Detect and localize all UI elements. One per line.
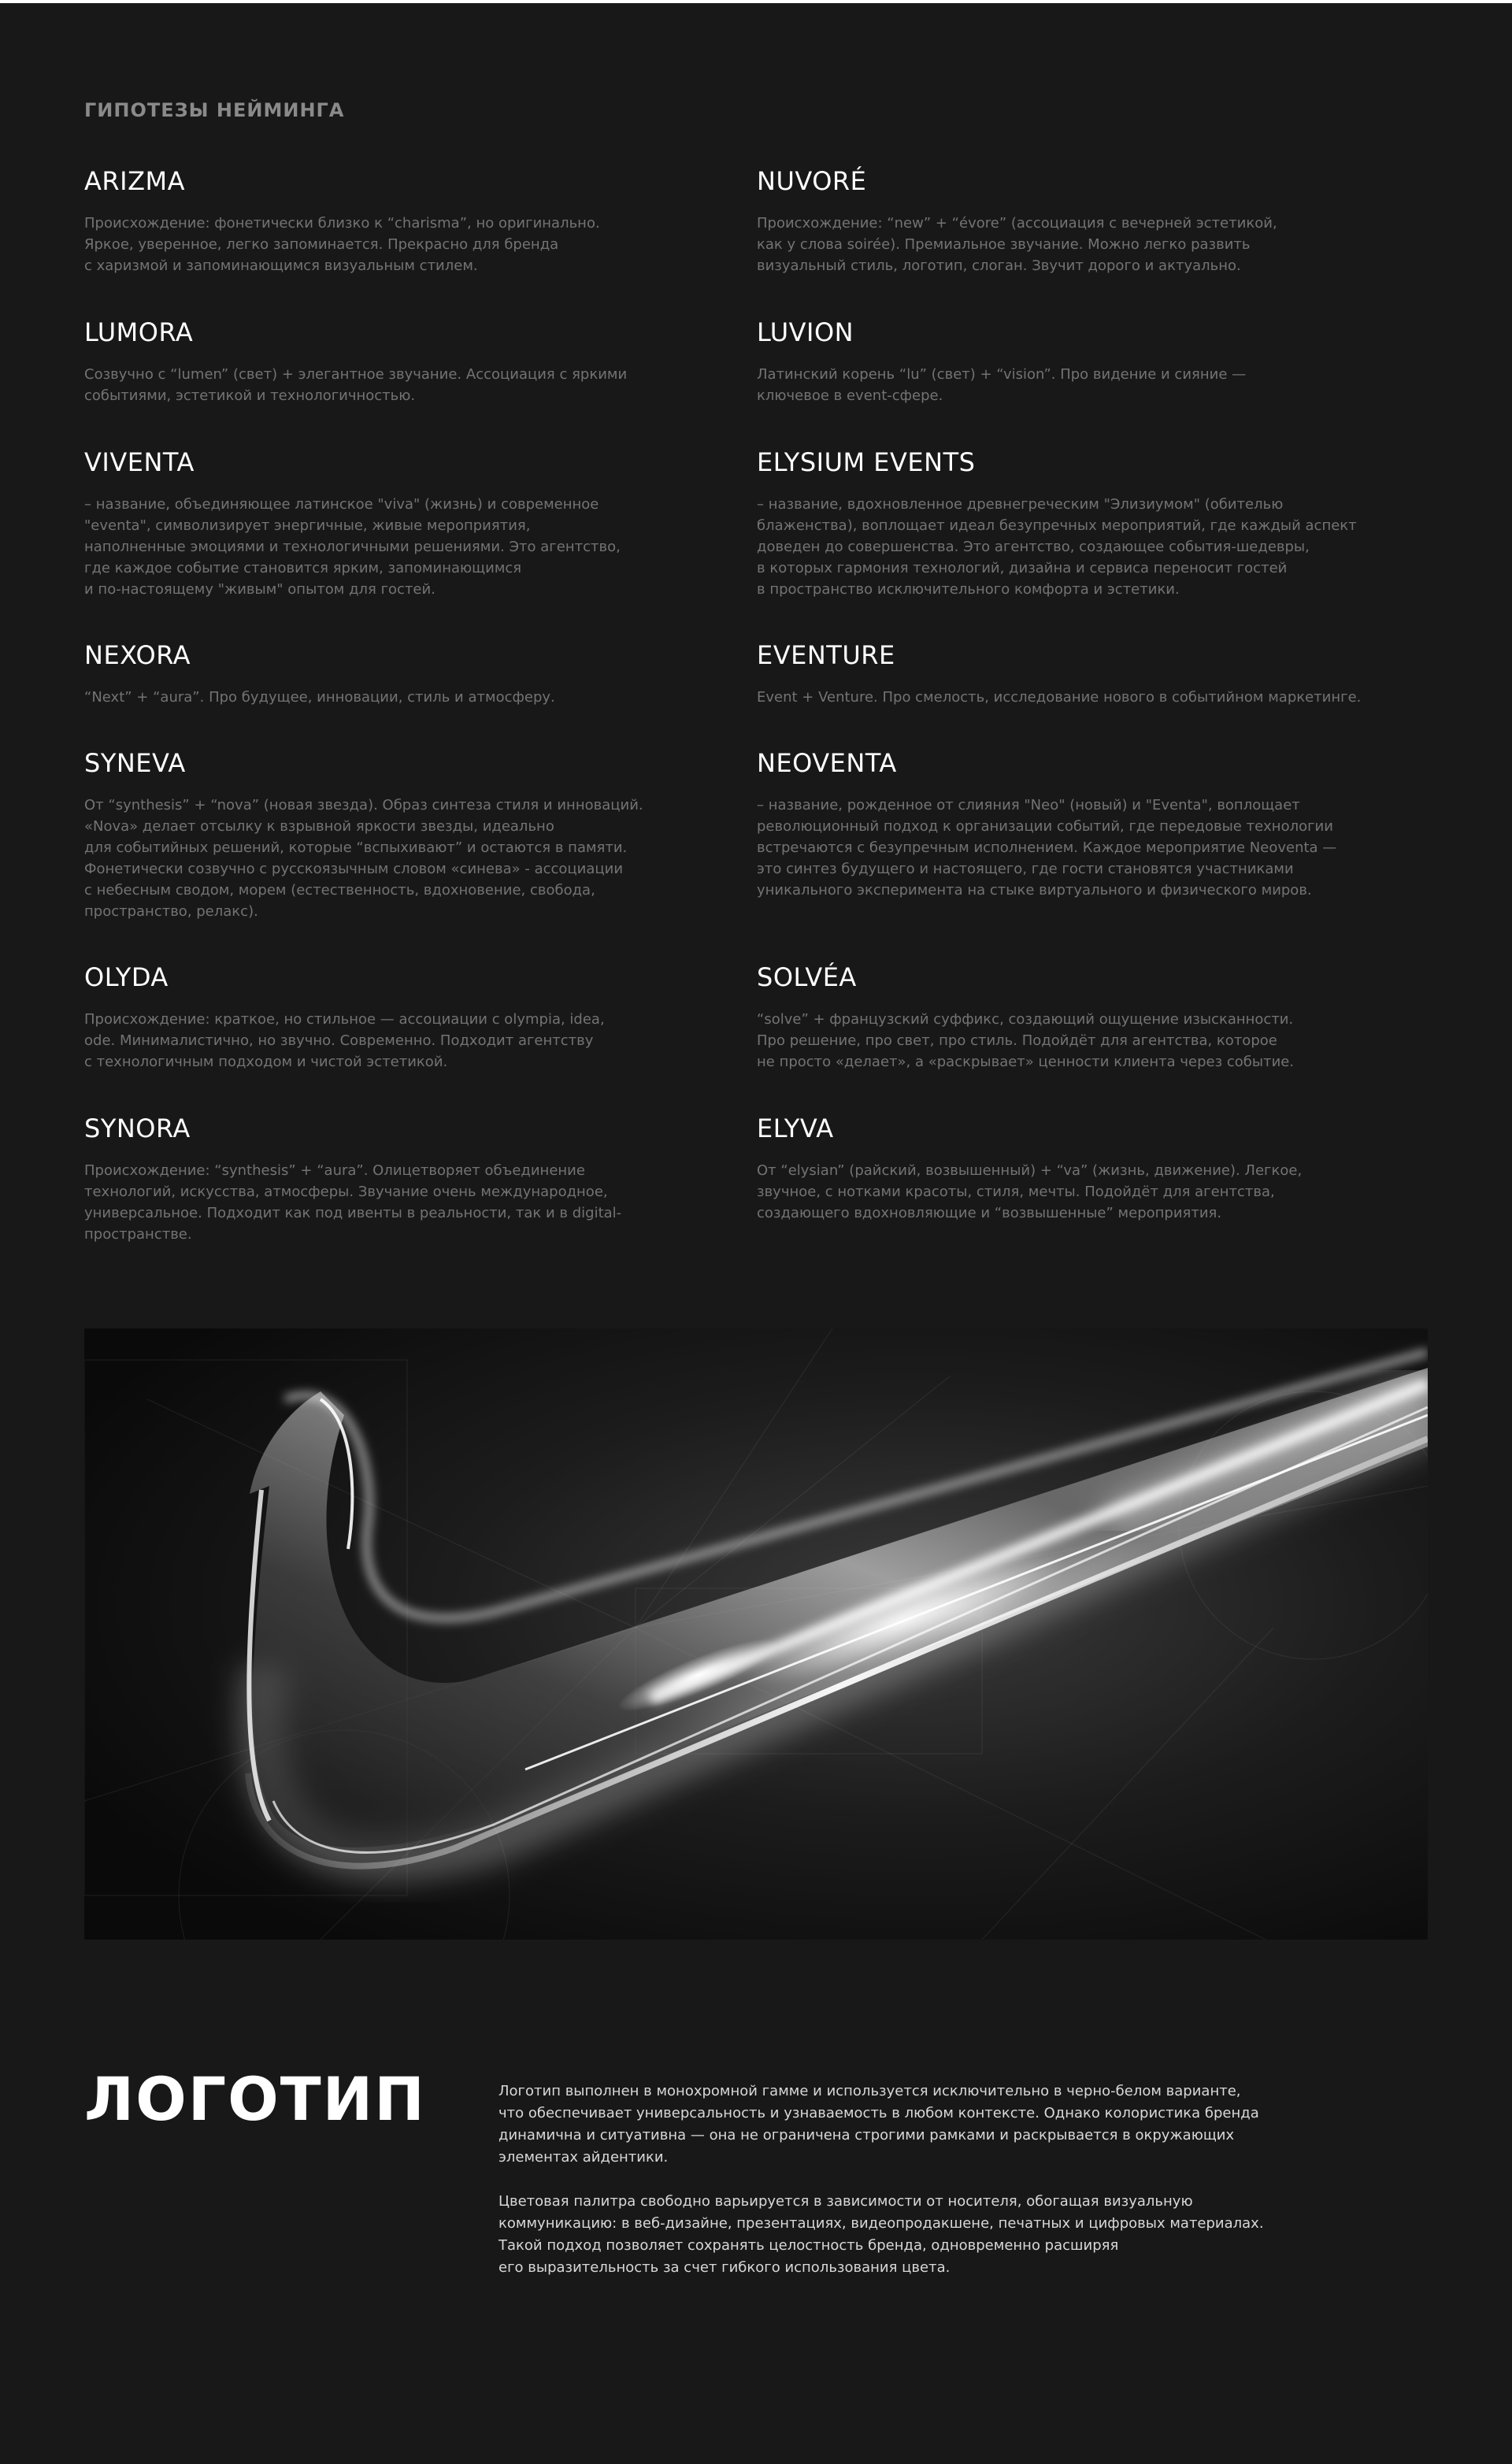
name-card-syneva [84,750,683,922]
name-title: LUMORA [84,317,194,347]
name-card-lumora [84,317,683,406]
name-title: VIVENTA [84,447,195,477]
section-title: ГИПОТЕЗЫ НЕЙМИНГА [84,99,345,121]
name-description: – название, вдохновленное древнегреческим "Элизиумом" (обителью блаженства), воплощает идеал безупречных мероприятий, где каждый аспект доведен до совершенства. Это агентство, создающее события-шедевры, в которых гармония технологий, дизайна и сервиса переносит гостей в пространство исключительного комфорта и эстетики. [757,496,1357,598]
name-title: ARIZMA [84,166,185,196]
name-title: NUVORÉ [757,166,867,196]
name-title: ELYSIUM EVENTS [757,447,976,477]
name-description: Созвучно с “lumen” (свет) + элегантное звучание. Ассоциация с яркими событиями, эстетикой и технологичностью. [84,366,628,404]
name-title: ELYVA [757,1113,834,1143]
name-title: SOLVÉA [757,962,857,992]
logo-description-paragraph-2: Цветовая палитра свободно варьируется в зависимости от носителя, обогащая визуальную коммуникацию: в веб-дизайне, презентациях, видеопродакшене, печатных и цифровых материалах. Такой подход позволяет сохранять целостность бренда, одновременно расширяя его выразительность за счет гибкого использования цвета. [498,2193,1264,2276]
name-title: EVENTURE [757,640,895,670]
name-card-nexora [84,640,683,708]
name-card-elyva [757,1113,1403,1224]
name-title: NEOVENTA [757,748,897,778]
name-card-nuvore [757,166,1403,276]
name-description: Латинский корень “lu” (свет) + “vision”. Про видение и сияние — ключевое в event-сфере. [757,366,1247,404]
name-card-luvion [757,317,1403,406]
name-card-eventure [757,640,1403,708]
name-description: “solve” + французский суффикс, создающий ощущение изысканности. Про решение, про свет, про стиль. Подойдёт для агентства, которое не просто «делает», а «раскрывает» ценности клиента через событие. [757,1011,1295,1070]
name-title: LUVION [757,317,854,347]
name-description: Происхождение: “synthesis” + “aura”. Олицетворяет объединение технологий, искусства, атмосферы. Звучание очень международное, универсальное. Подходит как под ивенты в реальности, так и в digital- пространстве. [84,1162,622,1243]
hero-glass-checkmark-image [84,1328,1428,1940]
name-card-viventa [84,447,683,600]
name-description: – название, рожденное от слияния "Neo" (новый) и "Eventa", воплощает революционный подход к организации событий, где передовые технологии встречаются с безупречным исполнением. Каждое мероприятие Neoventa — это синтез будущего и настоящего, где гости становятся участниками уникального эксперимента на стыке виртуального и физического миров. [757,797,1337,899]
name-card-arizma [84,166,683,276]
name-card-olyda [84,962,683,1073]
logo-section-heading: ЛОГОТИП [84,2064,426,2134]
name-title: NEXORA [84,640,191,670]
name-description: Происхождение: “new” + “évore” (ассоциация с вечерней эстетикой, как у слова soirée). Премиальное звучание. Можно легко развить визуальный стиль, логотип, слоган. Звучит дорого и актуально. [757,215,1277,274]
name-description: “Next” + “aura”. Про будущее, инновации, стиль и атмосферу. [84,689,555,706]
name-title: OLYDA [84,962,169,992]
name-card-synora [84,1113,683,1245]
name-card-elysium-events [757,447,1403,600]
name-card-neoventa [757,750,1403,901]
name-description: Происхождение: фонетически близко к “charisma”, но оригинально. Яркое, уверенное, легко запоминается. Прекрасно для бренда с харизмой и запоминающимся визуальным стилем. [84,215,600,274]
name-title: SYNEVA [84,748,186,778]
name-description: От “synthesis” + “nova” (новая звезда). Образ синтеза стиля и инноваций. «Nova» делает отсылку к взрывной яркости звезды, идеально для событийных решений, которые “вспыхивают” и остаются в памяти. Фонетически созвучно с русскоязычным словом «синева» - ассоциации с небесным сводом, морем (естественность, вдохновение, свобода, пространство, релакс). [84,797,643,920]
name-description: От “elysian” (райский, возвышенный) + “va” (жизнь, движение). Легкое, звучное, с нотками красоты, стиля, мечты. Подойдёт для агентства, создающего вдохновляющие и “возвышенные” мероприятия. [757,1162,1303,1221]
logo-description-paragraph-1: Логотип выполнен в монохромной гамме и используется исключительно в черно-белом варианте, что обеспечивает универсальность и узнаваемость в любом контексте. Однако колористика бренда динамична и ситуативна — она не ограничена строгими рамками и раскрывается в окружающих элементах айдентики. [498,2083,1259,2166]
name-description: Event + Venture. Про смелость, исследование нового в событийном маркетинге. [757,689,1362,706]
top-border [0,0,1512,3]
name-title: SYNORA [84,1113,191,1143]
name-card-solvea [757,962,1403,1073]
name-description: Происхождение: краткое, но стильное — ассоциации с olympia, idea, ode. Минималистично, но звучно. Современно. Подходит агентству с технологичным подходом и чистой эстетикой. [84,1011,605,1070]
name-description: – название, объединяющее латинское "viva" (жизнь) и современное "eventa", символизирует энергичные, живые мероприятия, наполненные эмоциями и технологичными решениями. Это агентство, где каждое событие становится ярким, запоминающимся и по-настоящему "живым" опытом для гостей. [84,496,621,598]
